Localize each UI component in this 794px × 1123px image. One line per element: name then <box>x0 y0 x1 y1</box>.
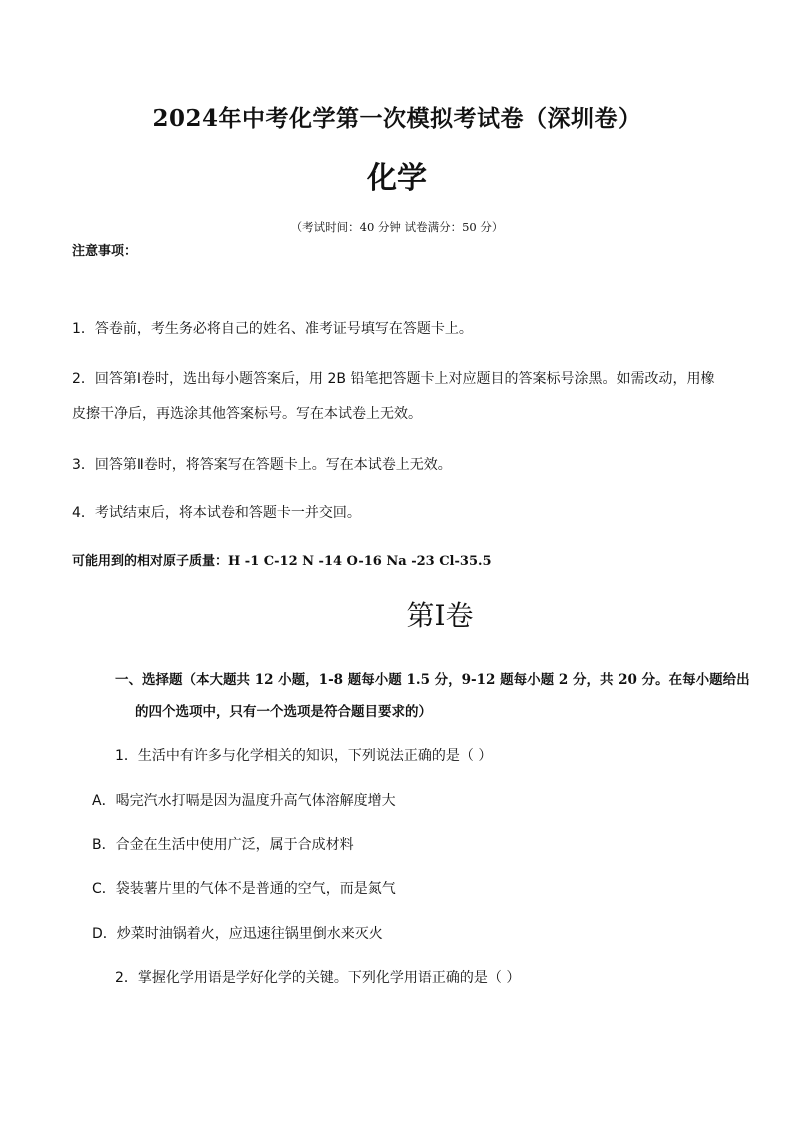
question-stem: 2．掌握化学用语是学好化学的关键。下列化学用语正确的是（ ） <box>115 970 521 986</box>
section-header: 一、选择题（本大题共 12 小题，1-8 题每小题 1.5 分，9-12 题每小题 2 分，共 20 分。在每小题给出 <box>115 672 750 688</box>
note-item: 4．考试结束后，将本试卷和答题卡一并交回。 <box>72 505 361 521</box>
note-item: 3．回答第Ⅱ卷时，将答案写在答题卡上。写在本试卷上无效。 <box>72 457 452 473</box>
question-stem: 1．生活中有许多与化学相关的知识，下列说法正确的是（ ） <box>115 748 493 764</box>
subject-title: 化学 <box>367 161 427 196</box>
question-option-b: B．合金在生活中使用广泛，属于合成材料 <box>92 837 354 853</box>
note-item: 1．答卷前，考生务必将自己的姓名、准考证号填写在答题卡上。 <box>72 321 473 337</box>
question-option-d: D．炒菜时油锅着火，应迅速往锅里倒水来灭火 <box>92 926 383 942</box>
note-item: 2．回答第Ⅰ卷时，选出每小题答案后，用 2B 铅笔把答题卡上对应题目的答案标号涂黑。如需改动，用橡 <box>72 371 715 387</box>
section-header-continued: 的四个选项中，只有一个选项是符合题目要求的） <box>135 704 432 720</box>
question-option-a: A．喝完汽水打嗝是因为温度升高气体溶解度增大 <box>92 793 396 809</box>
exam-time-and-score: （考试时间：40 分钟 试卷满分：50 分） <box>290 220 504 234</box>
question-option-c: C．袋装薯片里的气体不是普通的空气，而是氮气 <box>92 881 396 897</box>
atomic-masses: 可能用到的相对原子质量：H -1 C-12 N -14 O-16 Na -23 Cl-35.5 <box>72 554 492 569</box>
notes-heading: 注意事项： <box>72 244 138 259</box>
part-title: 第Ⅰ卷 <box>406 599 474 632</box>
exam-title: 2024年中考化学第一次模拟考试卷（深圳卷） <box>152 105 642 132</box>
note-item-continued: 皮擦干净后，再选涂其他答案标号。写在本试卷上无效。 <box>72 406 422 422</box>
